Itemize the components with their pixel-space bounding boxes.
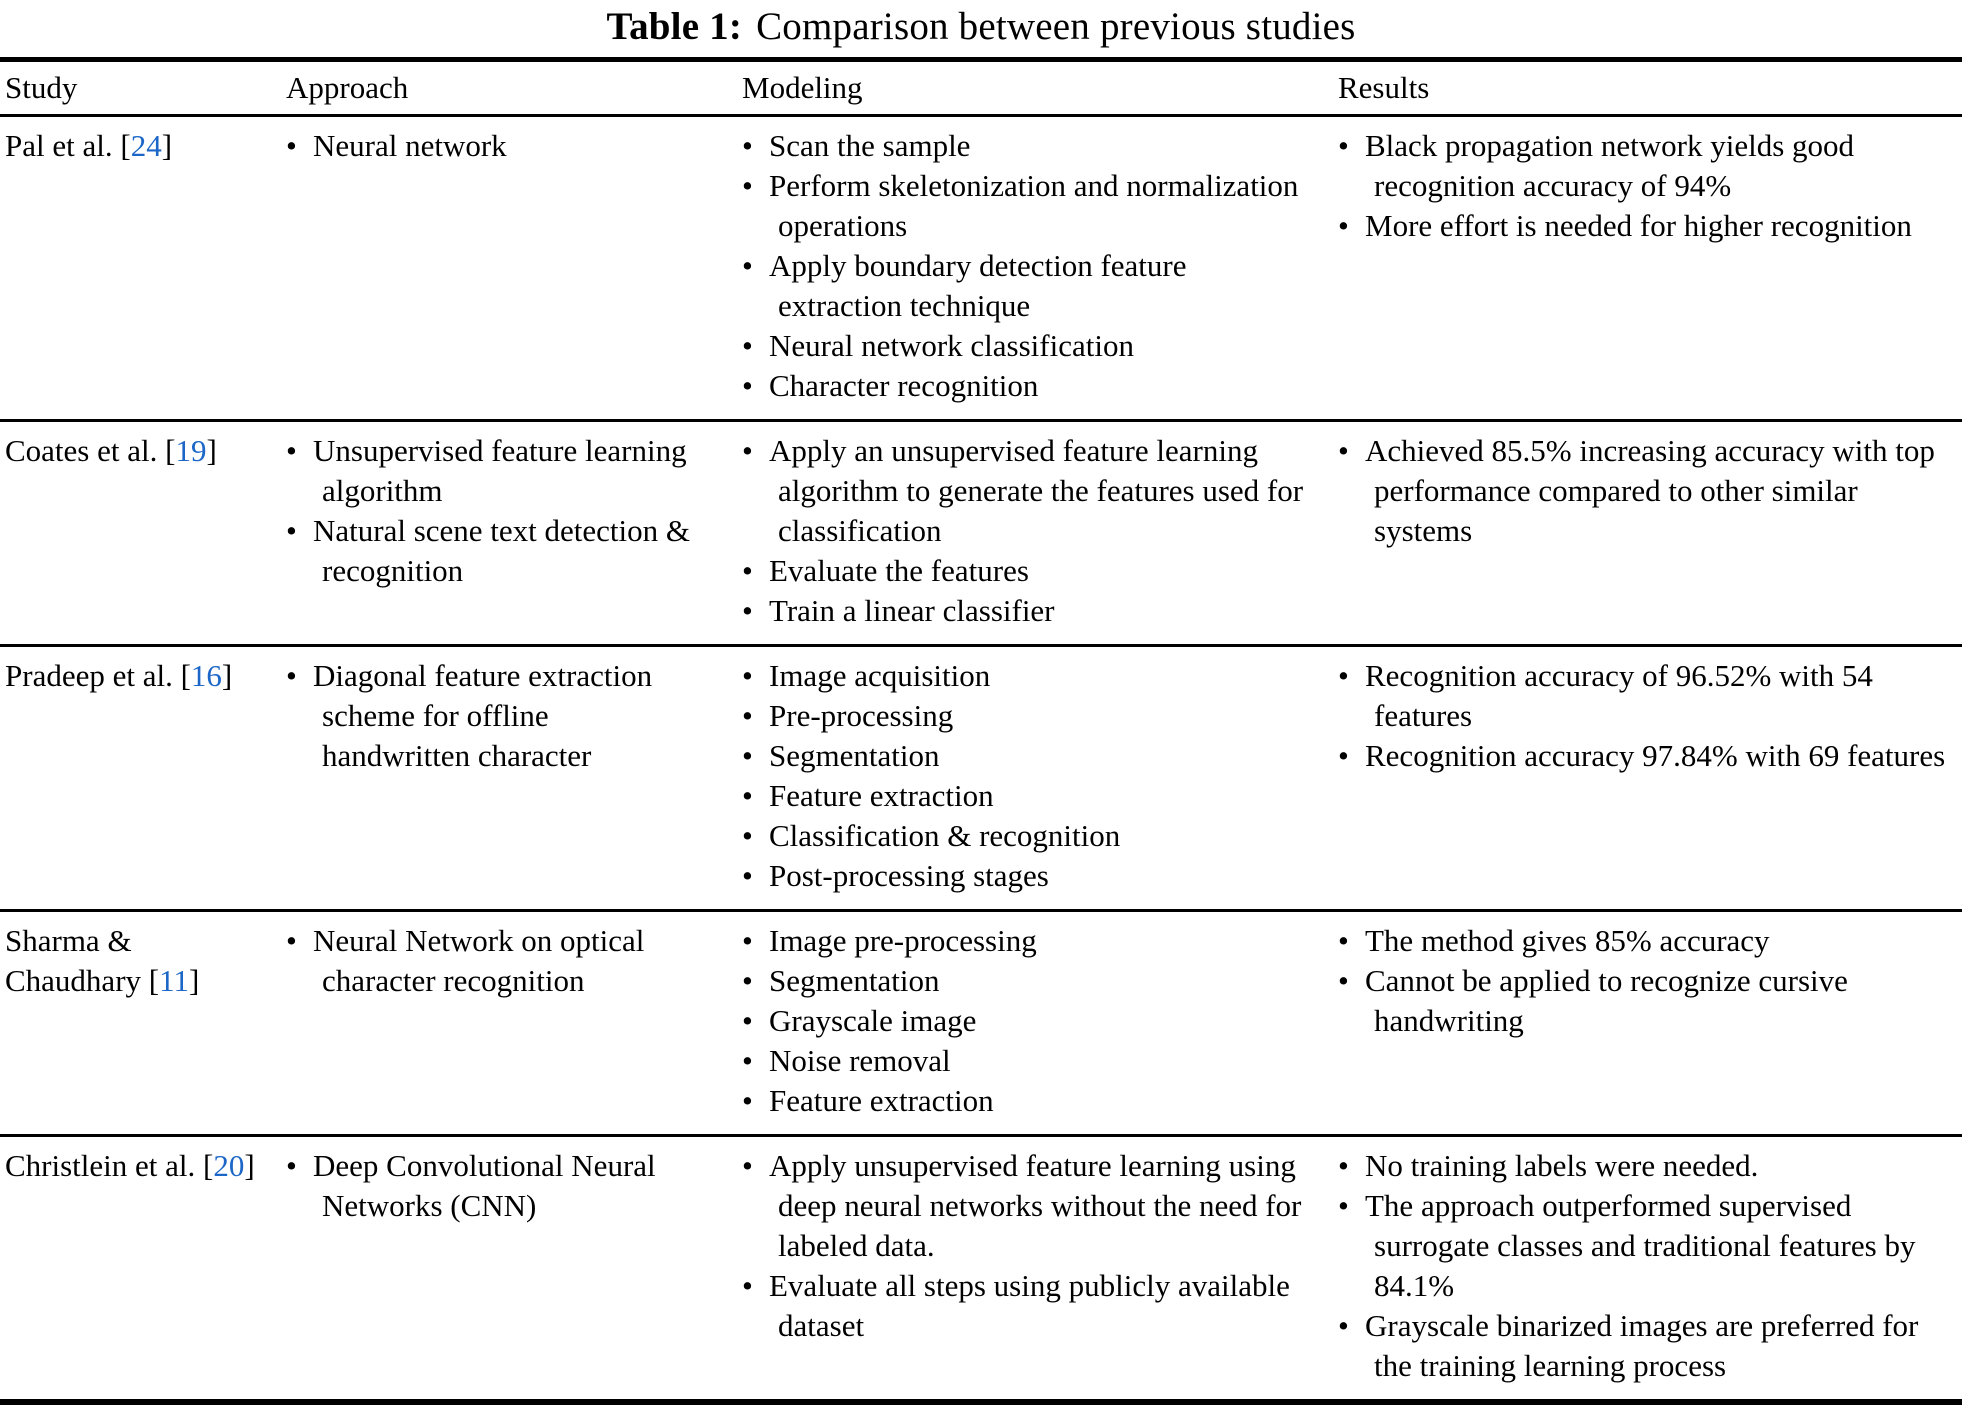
list-item — [742, 366, 1314, 406]
list-item — [742, 1146, 1314, 1266]
bullet-icon: • — [286, 128, 297, 163]
list-item — [1338, 1186, 1958, 1306]
list-item-text: Apply unsupervised feature learning using deep neural networks without the need for labeled data. — [769, 1148, 1302, 1263]
bullet-icon: • — [742, 658, 753, 693]
list-item-text: Black propagation network yields good recognition accuracy of 94% — [1365, 128, 1855, 203]
list-item-text: Feature extraction — [769, 778, 994, 813]
table-body — [0, 117, 1962, 1399]
bullet-icon: • — [286, 923, 297, 958]
column-header-study: Study — [5, 70, 78, 105]
bullet-icon: • — [742, 923, 753, 958]
bullet-icon: • — [742, 1083, 753, 1118]
study-name: Coates et al. [ — [5, 433, 176, 468]
list-item-text: Cannot be applied to recognize cursive handwriting — [1365, 963, 1848, 1038]
bullet-icon: • — [742, 368, 753, 403]
table-row — [0, 422, 1962, 647]
table-header-row — [0, 62, 1962, 117]
list-item — [1338, 921, 1958, 961]
list-item — [742, 126, 1314, 166]
citation-ref[interactable]: 11 — [159, 963, 189, 998]
bullet-icon: • — [742, 1043, 753, 1078]
list-item — [1338, 1306, 1958, 1386]
list-item — [286, 921, 702, 1001]
list-item — [1338, 126, 1958, 206]
comparison-table — [0, 57, 1962, 1405]
bullet-icon: • — [286, 433, 297, 468]
list-item-text: More effort is needed for higher recognition — [1365, 208, 1912, 243]
list-item — [742, 656, 1314, 696]
list-item-text: Recognition accuracy of 96.52% with 54 features — [1365, 658, 1873, 733]
results-cell — [1338, 422, 1962, 644]
bullet-icon: • — [742, 433, 753, 468]
study-cell — [0, 1137, 286, 1399]
list-item — [742, 776, 1314, 816]
bullet-icon: • — [742, 593, 753, 628]
list-item — [742, 166, 1314, 246]
bullet-icon: • — [742, 818, 753, 853]
table-row — [0, 912, 1962, 1137]
column-header-approach: Approach — [286, 70, 409, 105]
list-item-text: Natural scene text detection & recognition — [313, 513, 691, 588]
bullet-icon: • — [1338, 738, 1349, 773]
bullet-icon: • — [1338, 1148, 1349, 1183]
bullet-icon: • — [742, 738, 753, 773]
study-close-bracket: ] — [161, 128, 173, 163]
bullet-icon: • — [742, 248, 753, 283]
modeling-cell — [742, 422, 1338, 644]
citation-ref[interactable]: 19 — [175, 433, 207, 468]
list-item — [1338, 961, 1958, 1041]
column-header-results: Results — [1338, 70, 1430, 105]
bullet-icon: • — [742, 698, 753, 733]
list-item-text: Image acquisition — [769, 658, 991, 693]
list-item-text: Neural Network on optical character recognition — [313, 923, 645, 998]
bullet-icon: • — [742, 858, 753, 893]
list-item — [286, 656, 702, 776]
bullet-icon: • — [742, 1148, 753, 1183]
list-item — [742, 856, 1314, 896]
column-header-modeling: Modeling — [742, 70, 863, 105]
list-item-text: Train a linear classifier — [769, 593, 1055, 628]
bullet-icon: • — [1338, 1308, 1349, 1343]
list-item — [742, 1266, 1314, 1346]
study-cell — [0, 647, 286, 909]
list-item-text: Noise removal — [769, 1043, 951, 1078]
list-item — [742, 246, 1314, 326]
bullet-icon: • — [286, 658, 297, 693]
bullet-icon: • — [1338, 923, 1349, 958]
study-close-bracket: ] — [244, 1148, 255, 1183]
bullet-icon: • — [742, 1268, 753, 1303]
list-item-text: The approach outperformed supervised surrogate classes and traditional features by 84.1% — [1365, 1188, 1916, 1303]
results-cell — [1338, 117, 1962, 419]
table-row — [0, 1137, 1962, 1399]
bullet-icon: • — [742, 328, 753, 363]
approach-cell — [286, 1137, 742, 1399]
study-cell — [0, 422, 286, 644]
list-item-text: Apply an unsupervised feature learning algorithm to generate the features used for classification — [769, 433, 1304, 548]
list-item-text: Scan the sample — [769, 128, 971, 163]
list-item — [286, 126, 702, 166]
study-close-bracket: ] — [221, 658, 233, 693]
results-cell — [1338, 647, 1962, 909]
list-item — [1338, 656, 1958, 736]
bullet-icon: • — [1338, 1188, 1349, 1223]
list-item-text: Grayscale binarized images are preferred for the training learning process — [1365, 1308, 1919, 1383]
list-item — [742, 961, 1314, 1001]
results-cell — [1338, 1137, 1962, 1399]
list-item — [742, 326, 1314, 366]
list-item — [742, 1081, 1314, 1121]
list-item-text: Feature extraction — [769, 1083, 994, 1118]
study-close-bracket: ] — [188, 963, 200, 998]
list-item-text: Evaluate the features — [769, 553, 1029, 588]
bullet-icon: • — [1338, 433, 1349, 468]
table-caption-text: Comparison between previous studies — [756, 5, 1356, 48]
approach-cell — [286, 117, 742, 419]
results-cell — [1338, 912, 1962, 1134]
list-item-text: Segmentation — [769, 738, 940, 773]
bullet-icon: • — [286, 513, 297, 548]
list-item — [286, 1146, 702, 1226]
bullet-icon: • — [1338, 128, 1349, 163]
list-item-text: Diagonal feature extraction scheme for offline handwritten character — [313, 658, 653, 773]
approach-cell — [286, 912, 742, 1134]
study-name: Pal et al. [ — [5, 128, 131, 163]
bullet-icon: • — [742, 168, 753, 203]
approach-cell — [286, 647, 742, 909]
bullet-icon: • — [1338, 658, 1349, 693]
list-item-text: Segmentation — [769, 963, 940, 998]
bullet-icon: • — [742, 963, 753, 998]
list-item-text: Classification & recognition — [769, 818, 1121, 853]
list-item-text: Perform skeletonization and normalization operations — [769, 168, 1299, 243]
modeling-cell — [742, 647, 1338, 909]
list-item — [286, 511, 702, 591]
table-row — [0, 647, 1962, 912]
bullet-icon: • — [1338, 963, 1349, 998]
bullet-icon: • — [742, 128, 753, 163]
list-item — [1338, 1146, 1958, 1186]
study-name: Pradeep et al. [ — [5, 658, 191, 693]
citation-ref[interactable]: 20 — [213, 1148, 245, 1183]
study-cell — [0, 117, 286, 419]
list-item — [1338, 736, 1958, 776]
list-item-text: Apply boundary detection feature extraction technique — [769, 248, 1187, 323]
list-item — [742, 591, 1314, 631]
study-cell — [0, 912, 286, 1134]
modeling-cell — [742, 1137, 1338, 1399]
list-item-text: Achieved 85.5% increasing accuracy with top performance compared to other similar systems — [1365, 433, 1935, 548]
list-item — [1338, 206, 1958, 246]
list-item — [742, 1041, 1314, 1081]
list-item-text: Neural network — [313, 128, 507, 163]
list-item — [1338, 431, 1958, 551]
list-item — [742, 736, 1314, 776]
list-item-text: Deep Convolutional Neural Networks (CNN) — [313, 1148, 656, 1223]
table-caption — [0, 0, 1962, 57]
list-item-text: Image pre-processing — [769, 923, 1037, 958]
modeling-cell — [742, 912, 1338, 1134]
study-name: Christlein et al. [ — [5, 1148, 214, 1183]
list-item-text: Character recognition — [769, 368, 1039, 403]
table-caption-label: Table 1: — [606, 5, 743, 48]
list-item-text: Pre-processing — [769, 698, 954, 733]
list-item-text: No training labels were needed. — [1365, 1148, 1759, 1183]
list-item — [742, 816, 1314, 856]
study-close-bracket: ] — [206, 433, 217, 468]
bullet-icon: • — [742, 553, 753, 588]
list-item — [742, 921, 1314, 961]
list-item-text: The method gives 85% accuracy — [1365, 923, 1770, 958]
list-item-text: Neural network classification — [769, 328, 1134, 363]
approach-cell — [286, 422, 742, 644]
list-item-text: Recognition accuracy 97.84% with 69 features — [1365, 738, 1946, 773]
modeling-cell — [742, 117, 1338, 419]
citation-ref[interactable]: 16 — [190, 658, 222, 693]
list-item — [742, 696, 1314, 736]
bullet-icon: • — [742, 1003, 753, 1038]
list-item-text: Evaluate all steps using publicly available dataset — [769, 1268, 1290, 1343]
list-item-text: Grayscale image — [769, 1003, 977, 1038]
list-item — [742, 1001, 1314, 1041]
table-row — [0, 117, 1962, 422]
bullet-icon: • — [1338, 208, 1349, 243]
list-item — [742, 551, 1314, 591]
study-name: Sharma & Chaudhary [ — [5, 923, 160, 998]
bullet-icon: • — [742, 778, 753, 813]
list-item — [742, 431, 1314, 551]
list-item — [286, 431, 702, 511]
bullet-icon: • — [286, 1148, 297, 1183]
citation-ref[interactable]: 24 — [130, 128, 162, 163]
list-item-text: Unsupervised feature learning algorithm — [313, 433, 687, 508]
list-item-text: Post-processing stages — [769, 858, 1049, 893]
